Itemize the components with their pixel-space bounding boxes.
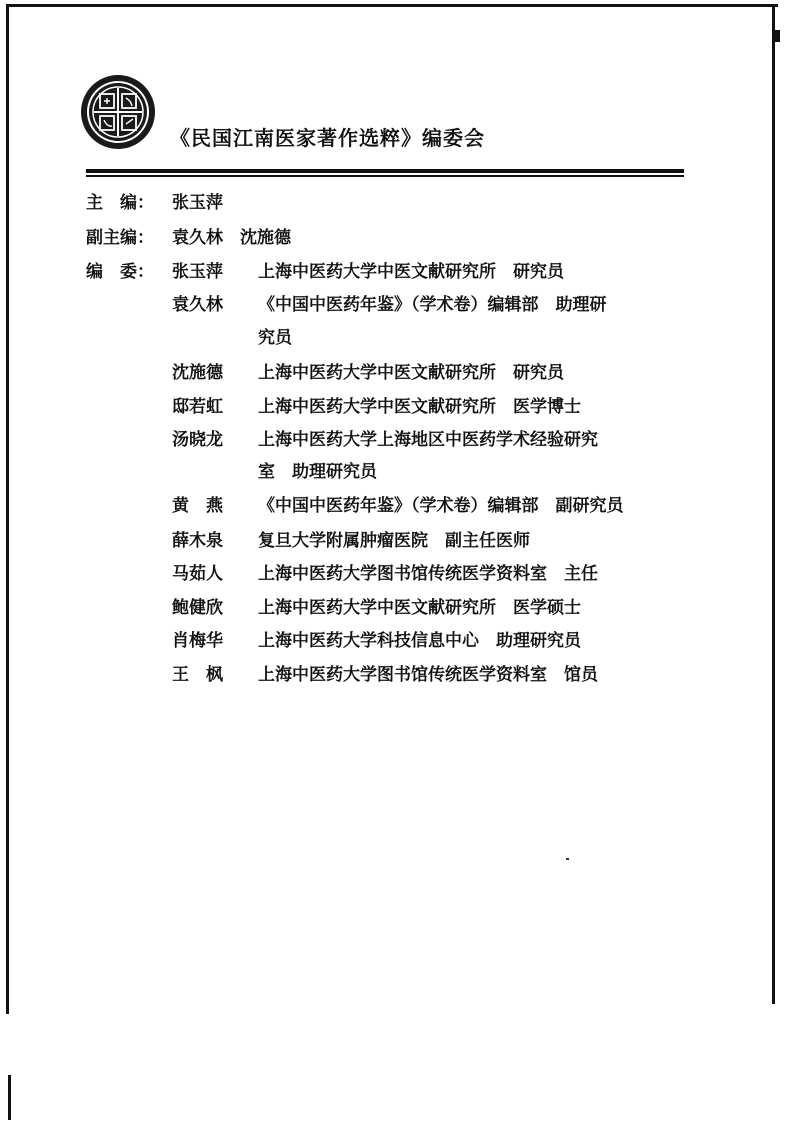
member-affiliation-continued: 室 助理研究员 xyxy=(258,462,377,482)
seal-logo-icon xyxy=(78,72,158,152)
member-name: 袁久林 xyxy=(172,295,223,315)
member-affiliation-continued: 究员 xyxy=(258,328,292,348)
scan-speck xyxy=(566,858,569,860)
member-affiliation: 上海中医药大学图书馆传统医学资料室 主任 xyxy=(258,564,598,584)
title-rule-thick xyxy=(86,169,684,173)
chief-editor-name: 张玉萍 xyxy=(172,193,223,213)
member-name: 薛木泉 xyxy=(172,531,223,551)
member-name: 肖梅华 xyxy=(172,631,223,651)
page-border-left-fragment xyxy=(8,1075,11,1120)
member-affiliation: 上海中医药大学中医文献研究所 研究员 xyxy=(258,262,564,282)
title-rule-thin xyxy=(86,175,684,177)
member-name: 张玉萍 xyxy=(172,262,223,282)
page-border-notch xyxy=(774,30,780,42)
member-affiliation: 上海中医药大学科技信息中心 助理研究员 xyxy=(258,631,581,651)
member-affiliation: 上海中医药大学上海地区中医药学术经验研究 xyxy=(258,430,598,450)
member-name: 鲍健欣 xyxy=(172,598,223,618)
committee-label: 编 委： xyxy=(86,262,154,282)
member-affiliation: 上海中医药大学图书馆传统医学资料室 馆员 xyxy=(258,665,598,685)
page-border-right xyxy=(772,4,775,1004)
member-name: 沈施德 xyxy=(172,363,223,383)
member-affiliation: 复旦大学附属肿瘤医院 副主任医师 xyxy=(258,531,530,551)
member-affiliation: 上海中医药大学中医文献研究所 医学博士 xyxy=(258,397,581,417)
member-affiliation: 上海中医药大学中医文献研究所 研究员 xyxy=(258,363,564,383)
member-affiliation: 《中国中医药年鉴》（学术卷）编辑部 副研究员 xyxy=(258,496,624,516)
deputy-editor-names: 袁久林 沈施德 xyxy=(172,228,291,248)
member-name: 汤晓龙 xyxy=(172,430,223,450)
page-title: 《民国江南医家著作选粹》编委会 xyxy=(170,126,485,150)
member-affiliation: 上海中医药大学中医文献研究所 医学硕士 xyxy=(258,598,581,618)
member-name: 王 枫 xyxy=(172,665,223,685)
member-affiliation: 《中国中医药年鉴》（学术卷）编辑部 助理研 xyxy=(258,295,607,315)
chief-editor-label: 主 编： xyxy=(86,193,154,213)
deputy-editor-label: 副主编： xyxy=(86,228,154,248)
member-name: 黄 燕 xyxy=(172,496,223,516)
page-border-top xyxy=(6,4,778,7)
page-border-left xyxy=(6,4,9,1014)
member-name: 马茹人 xyxy=(172,564,223,584)
member-name: 邸若虹 xyxy=(172,397,223,417)
